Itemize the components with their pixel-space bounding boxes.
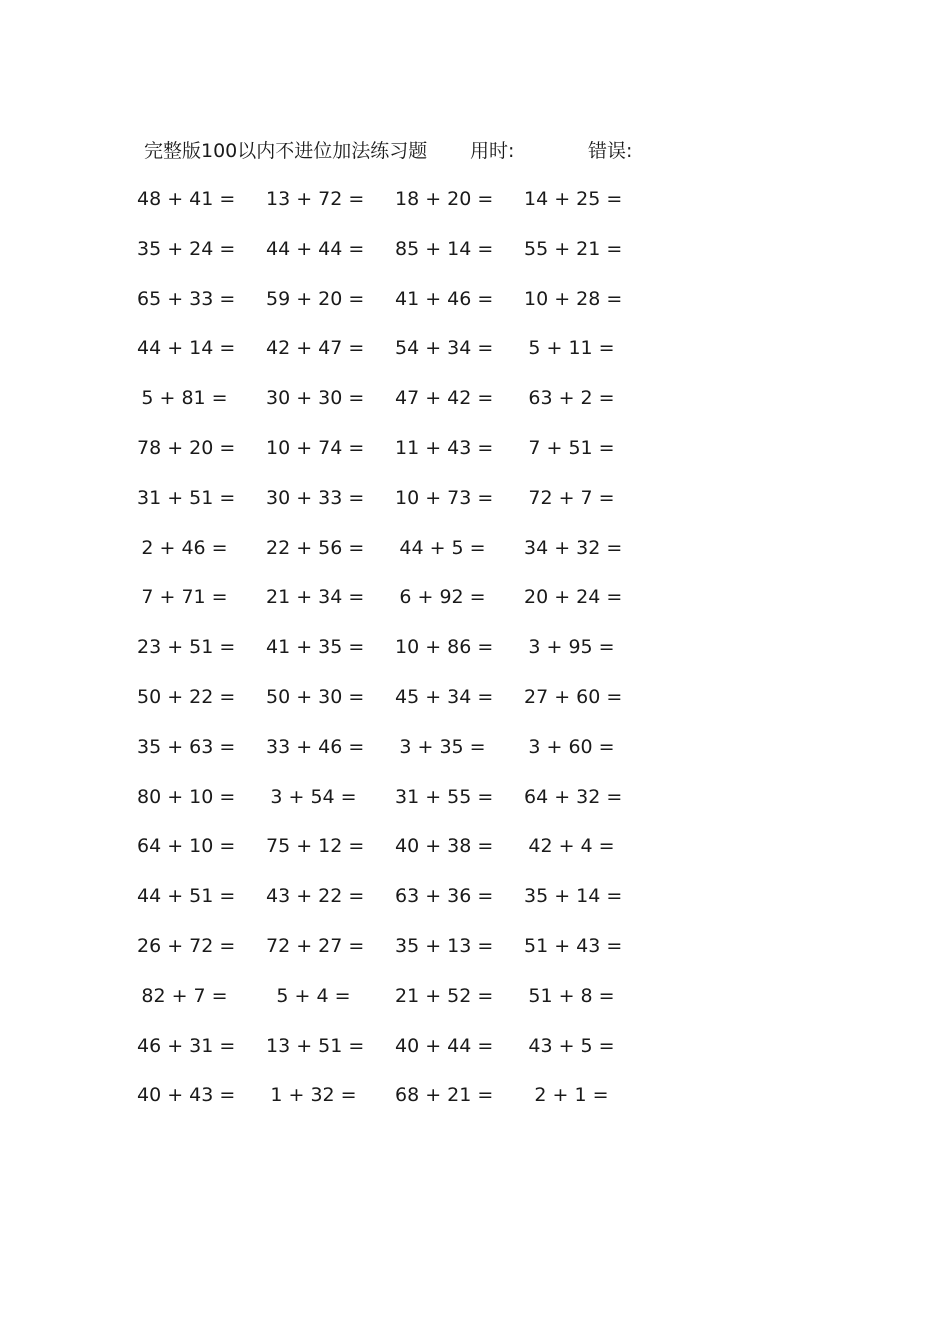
addition-problem: 40 + 43 = <box>137 1084 236 1107</box>
addition-problem: 78 + 20 = <box>137 436 236 459</box>
problem-row <box>141 981 664 1031</box>
addition-problem: 1 + 32 = <box>270 1084 357 1107</box>
addition-problem: 44 + 51 = <box>137 885 236 908</box>
addition-problem: 20 + 24 = <box>524 586 623 609</box>
addition-problem: 21 + 52 = <box>395 984 494 1007</box>
addition-problem: 13 + 72 = <box>266 188 365 210</box>
problem-row <box>137 234 664 284</box>
addition-problem: 51 + 8 = <box>528 984 615 1007</box>
addition-problem: 72 + 27 = <box>266 934 365 957</box>
addition-problem: 34 + 32 = <box>524 536 623 559</box>
addition-problem: 35 + 13 = <box>395 934 494 957</box>
addition-problem: 23 + 51 = <box>137 636 236 659</box>
problem-row <box>137 931 664 981</box>
addition-problem: 47 + 42 = <box>395 387 494 410</box>
addition-problem: 63 + 36 = <box>395 885 494 908</box>
addition-problem: 41 + 35 = <box>266 636 365 659</box>
addition-problem: 11 + 43 = <box>395 436 494 459</box>
problem-row <box>141 582 664 632</box>
addition-problem: 2 + 46 = <box>141 536 228 559</box>
problem-row <box>137 1080 664 1130</box>
addition-problem: 50 + 30 = <box>266 685 365 708</box>
addition-problem: 65 + 33 = <box>137 287 236 310</box>
worksheet-header <box>144 136 704 166</box>
addition-problem: 35 + 14 = <box>524 885 623 908</box>
addition-problem: 31 + 55 = <box>395 785 494 808</box>
addition-problem: 10 + 86 = <box>395 636 494 659</box>
addition-problem: 3 + 60 = <box>528 735 615 758</box>
addition-problem: 44 + 14 = <box>137 337 236 360</box>
time-label: 用时: <box>470 140 515 162</box>
problem-row <box>141 533 664 583</box>
problem-row <box>141 383 664 433</box>
problem-row <box>137 782 664 832</box>
addition-problem: 6 + 92 = <box>399 586 486 609</box>
addition-problem: 54 + 34 = <box>395 337 494 360</box>
addition-problem: 5 + 81 = <box>141 387 228 410</box>
addition-problem: 80 + 10 = <box>137 785 236 808</box>
problem-row <box>137 433 664 483</box>
addition-problem: 46 + 31 = <box>137 1034 236 1057</box>
addition-problem: 10 + 74 = <box>266 436 365 459</box>
problem-row <box>137 831 664 881</box>
addition-problem: 64 + 10 = <box>137 835 236 858</box>
addition-problem: 68 + 21 = <box>395 1084 494 1107</box>
addition-problem: 40 + 38 = <box>395 835 494 858</box>
addition-problem: 18 + 20 = <box>395 188 494 210</box>
addition-problem: 44 + 5 = <box>399 536 486 559</box>
addition-problem: 43 + 5 = <box>528 1034 615 1057</box>
problem-grid <box>137 184 664 1130</box>
addition-problem: 51 + 43 = <box>524 934 623 957</box>
problem-row <box>137 483 664 533</box>
addition-problem: 5 + 11 = <box>528 337 615 360</box>
addition-problem: 33 + 46 = <box>266 735 365 758</box>
addition-problem: 22 + 56 = <box>266 536 365 559</box>
addition-problem: 13 + 51 = <box>266 1034 365 1057</box>
addition-problem: 82 + 7 = <box>141 984 228 1007</box>
addition-problem: 35 + 63 = <box>137 735 236 758</box>
addition-problem: 3 + 35 = <box>399 735 486 758</box>
addition-problem: 31 + 51 = <box>137 486 236 509</box>
addition-problem: 59 + 20 = <box>266 287 365 310</box>
addition-problem: 50 + 22 = <box>137 685 236 708</box>
addition-problem: 72 + 7 = <box>528 486 615 509</box>
problem-row <box>137 184 664 234</box>
addition-problem: 45 + 34 = <box>395 685 494 708</box>
addition-problem: 44 + 44 = <box>266 237 365 260</box>
worksheet-title: 完整版100以内不进位加法练习题 <box>144 140 428 162</box>
addition-problem: 63 + 2 = <box>528 387 615 410</box>
addition-problem: 85 + 14 = <box>395 237 494 260</box>
addition-problem: 30 + 33 = <box>266 486 365 509</box>
addition-problem: 21 + 34 = <box>266 586 365 609</box>
problem-row <box>137 632 664 682</box>
problem-row <box>137 1031 664 1081</box>
problem-row <box>137 333 664 383</box>
addition-problem: 5 + 4 = <box>276 984 351 1007</box>
addition-problem: 14 + 25 = <box>524 188 623 210</box>
errors-label: 错误: <box>588 140 633 162</box>
addition-problem: 55 + 21 = <box>524 237 623 260</box>
addition-problem: 3 + 95 = <box>528 636 615 659</box>
addition-problem: 42 + 47 = <box>266 337 365 360</box>
addition-problem: 26 + 72 = <box>137 934 236 957</box>
addition-problem: 3 + 54 = <box>270 785 357 808</box>
problem-row <box>137 881 664 931</box>
addition-problem: 2 + 1 = <box>534 1084 609 1107</box>
addition-problem: 35 + 24 = <box>137 237 236 260</box>
problem-row <box>137 682 664 732</box>
addition-problem: 41 + 46 = <box>395 287 494 310</box>
addition-problem: 42 + 4 = <box>528 835 615 858</box>
addition-problem: 27 + 60 = <box>524 685 623 708</box>
addition-problem: 30 + 30 = <box>266 387 365 410</box>
addition-problem: 10 + 28 = <box>524 287 623 310</box>
addition-problem: 10 + 73 = <box>395 486 494 509</box>
addition-problem: 48 + 41 = <box>137 188 236 210</box>
addition-problem: 64 + 32 = <box>524 785 623 808</box>
addition-problem: 7 + 71 = <box>141 586 228 609</box>
addition-problem: 7 + 51 = <box>528 436 615 459</box>
addition-problem: 40 + 44 = <box>395 1034 494 1057</box>
problem-row <box>137 732 664 782</box>
problem-row <box>137 284 664 334</box>
addition-problem: 75 + 12 = <box>266 835 365 858</box>
addition-problem: 43 + 22 = <box>266 885 365 908</box>
